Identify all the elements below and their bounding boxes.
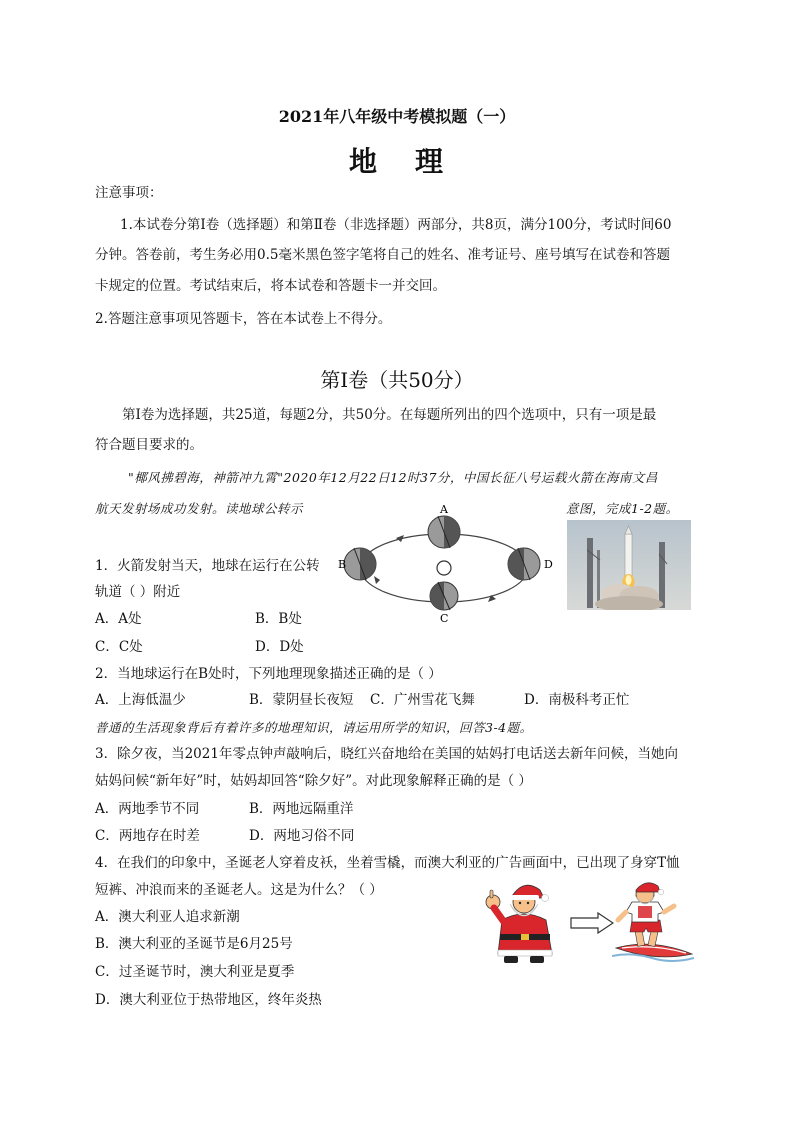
q3-option-a: A．两地季节不同 [95, 801, 200, 817]
passage1-line2-left: 航天发射场成功发射。读地球公转示 [95, 501, 304, 516]
right-arrow-icon [570, 912, 614, 934]
q3-stem-line1: 3．除夕夜，当2021年零点钟声敲响后，晓红兴奋地给在美国的姑妈打电话送去新年问候，当她向 [95, 746, 678, 762]
santa-surfing-illustration [612, 882, 694, 964]
passage2-line1: 普通的生活现象背后有着许多的地理知识，请运用所学的知识，回答3-4题。 [95, 720, 533, 735]
diagram-label-c: C [440, 612, 449, 624]
q1-option-a: A．A处 [95, 611, 142, 627]
q2-option-d: D．南极科考正忙 [524, 692, 630, 708]
diagram-label-b: B [338, 558, 347, 571]
section-intro-line1: 第Ⅰ卷为选择题，共25道，每题2分，共50分。在每题所列出的四个选项中，只有一项是最 [122, 407, 657, 423]
passage1-line2-right: 意图，完成1-2题。 [566, 501, 679, 516]
q1-option-b: B．B处 [255, 611, 302, 627]
q3-stem-line2: 姑妈问候“新年好”时，姑妈却回答“除夕好”。对此现象解释正确的是（ ） [95, 773, 532, 789]
notice-heading: 注意事项： [95, 185, 163, 201]
exam-title: 2021年八年级中考模拟题（一） [278, 107, 516, 126]
q1-stem-line1: 1．火箭发射当天，地球在运行在公转 [95, 558, 320, 574]
q1-option-d: D．D处 [255, 639, 304, 655]
q2-option-b: B．蒙阴昼长夜短 [249, 692, 354, 708]
earth-orbit-diagram [336, 504, 556, 624]
notice-item2: 2.答题注意事项见答题卡，答在本试卷上不得分。 [95, 311, 392, 327]
q3-option-c: C．两地存在时差 [95, 828, 200, 844]
notice-item1-line1: 1.本试卷分第Ⅰ卷（选择题）和第Ⅱ卷（非选择题）两部分，共8页，满分100分，考试时间60 [120, 217, 672, 233]
rocket-launch-photo [567, 520, 691, 610]
diagram-label-a: A [440, 504, 448, 516]
notice-item1-line2: 分钟。答卷前，考生务必用0.5毫米黑色签字笔将自己的姓名、准考证号、座号填写在试卷和答题 [95, 247, 670, 263]
q3-option-b: B．两地远隔重洋 [249, 801, 354, 817]
section-title: 第Ⅰ卷（共50分） [320, 368, 474, 392]
passage1-line1: "椰风拂碧海，神箭冲九霄"2020年12月22日12时37分，中国长征八号运载火箭在海南文昌 [128, 470, 658, 485]
santa-winter-illustration [484, 880, 564, 964]
q3-option-d: D．两地习俗不同 [249, 828, 355, 844]
diagram-label-d: D [544, 558, 553, 571]
section-intro-line2: 符合题目要求的。 [95, 437, 203, 453]
q4-stem-line1: 4．在我们的印象中，圣诞老人穿着皮袄，坐着雪橇，而澳大利亚的广告画面中，已出现了身穿T恤 [95, 855, 680, 871]
q4-option-a: A．澳大利亚人追求新潮 [95, 909, 240, 925]
q4-option-d: D．澳大利亚位于热带地区，终年炎热 [95, 992, 322, 1008]
q4-stem-line2: 短裤、冲浪而来的圣诞老人。这是为什么？（ ） [95, 882, 383, 898]
q2-option-a: A．上海低温少 [95, 692, 186, 708]
q1-option-c: C．C处 [95, 639, 143, 655]
q4-option-c: C．过圣诞节时，澳大利亚是夏季 [95, 964, 295, 980]
subject-title [0, 140, 794, 180]
subject-char-2: 理 [415, 145, 446, 178]
q4-option-b: B．澳大利亚的圣诞节是6月25号 [95, 936, 293, 952]
q2-option-c: C．广州雪花飞舞 [370, 692, 475, 708]
q1-stem-line2: 轨道（ ）附近 [95, 584, 181, 600]
subject-char-1: 地 [348, 145, 379, 178]
notice-item1-line3: 卡规定的位置。考试结束后，将本试卷和答题卡一并交回。 [95, 278, 446, 294]
q2-stem: 2．当地球运行在B处时，下列地理现象描述正确的是（ ） [95, 666, 442, 682]
